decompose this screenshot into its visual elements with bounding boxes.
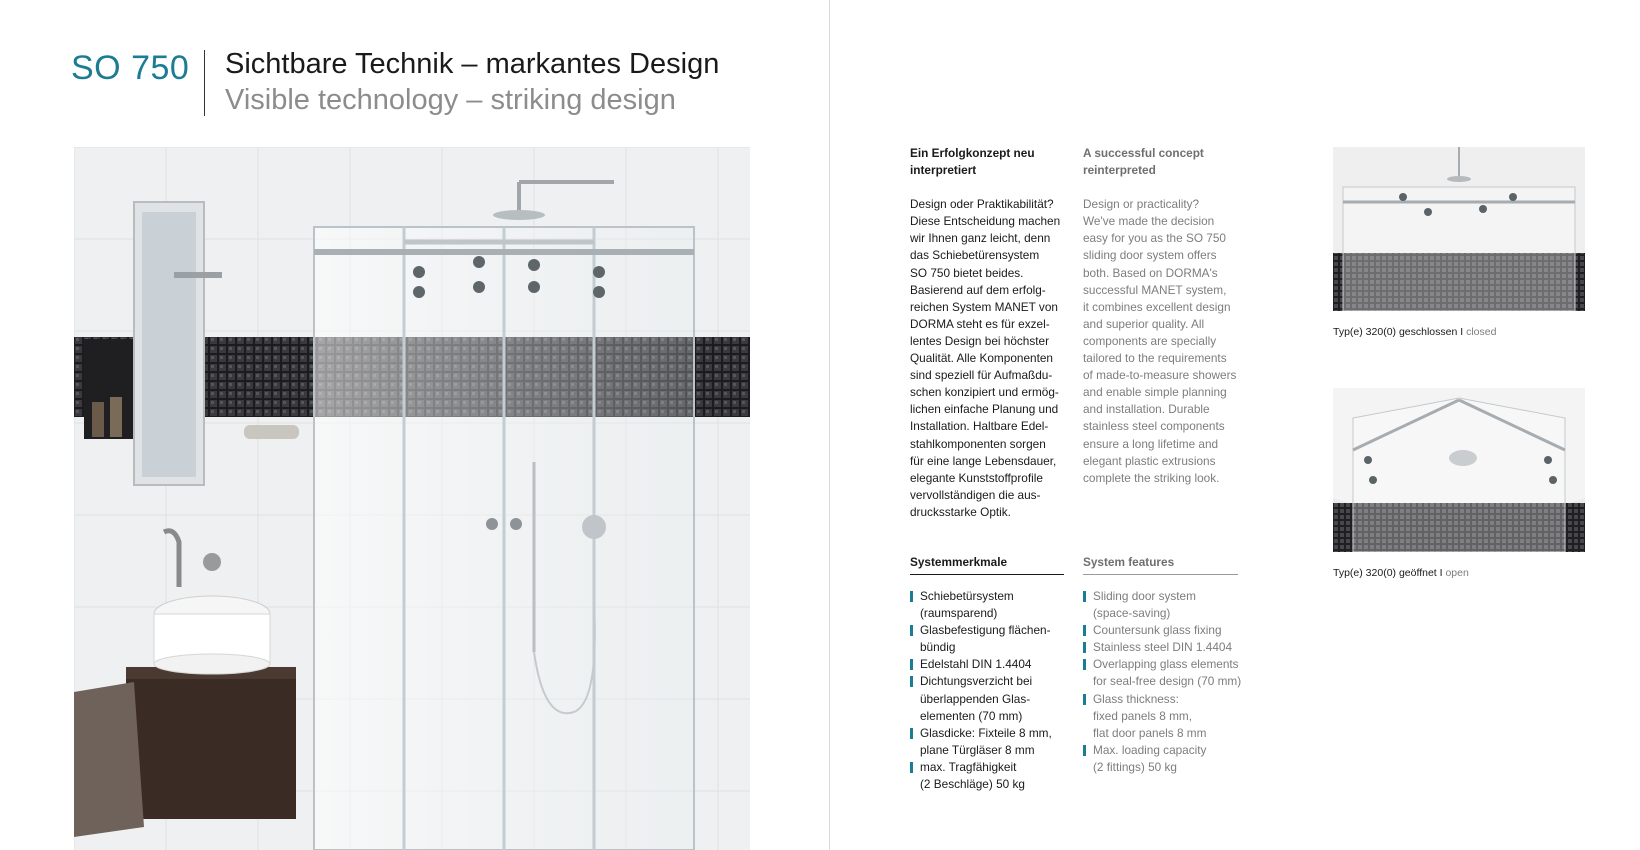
bullet-marker (1083, 745, 1086, 756)
concept-heading-german: Ein Erfolgkonzept neu interpretiert (910, 146, 1035, 178)
bullet-marker (1083, 625, 1086, 636)
shower-photo (74, 147, 750, 850)
features-list-german (910, 588, 1070, 793)
thumbnail-open-caption: Typ(e) 320(0) geöffnet I open (1333, 567, 1469, 579)
concept-body-german: Design oder Praktikabilität? Diese Entscheidung machen wir Ihnen ganz leicht, denn das Schiebetürensystem SO 750 bietet beides. Basierend auf dem erfolg- reichen System MANET von DORMA steht es für exzel- lentes Design bei höchster Qualität. Alle Komponenten sind speziell für Aufmaßdu- schen konzipiert und ermög- lichen einfache Planung und Installation. Haltbare Edel- stahlkomponenten sorgen für eine lange Lebensdauer, elegante Kunststoffprofile vervollständigen die aus- drucksstarke Optik. (910, 197, 1061, 519)
bullet-marker (1083, 642, 1086, 653)
features-heading-english: System features (1083, 555, 1238, 575)
bullet-marker (910, 728, 913, 739)
list-item: Stainless steel DIN 1.4404 (1083, 639, 1253, 656)
list-item: Edelstahl DIN 1.4404 (910, 656, 1070, 673)
features-heading-german: Systemmerkmale (910, 555, 1064, 575)
features-list-english (1083, 588, 1253, 776)
bullet-marker (1083, 591, 1086, 602)
model-name: SO 750 (71, 49, 190, 87)
page-gutter (829, 0, 830, 850)
list-item: Sliding door system (space-saving) (1083, 588, 1253, 622)
concept-heading-english: A successful concept reinterpreted (1083, 146, 1204, 178)
bullet-marker (910, 591, 913, 602)
thumbnail-closed (1333, 147, 1585, 311)
list-item: Max. loading capacity (2 fittings) 50 kg (1083, 742, 1253, 776)
header-divider (204, 50, 205, 116)
bullet-marker (1083, 694, 1086, 705)
bullet-marker (910, 676, 913, 687)
title-english: Visible technology – striking design (225, 84, 676, 116)
bullet-marker (1083, 659, 1086, 670)
list-item: Glasdicke: Fixteile 8 mm, plane Türgläser 8 mm (910, 725, 1070, 759)
list-item: Overlapping glass elements for seal-free design (70 mm) (1083, 656, 1253, 690)
title-german: Sichtbare Technik – markantes Design (225, 48, 720, 80)
thumbnail-open (1333, 388, 1585, 552)
bullet-marker (910, 659, 913, 670)
concept-column-german (910, 145, 1072, 521)
bullet-marker (910, 625, 913, 636)
list-item: max. Tragfähigkeit (2 Beschläge) 50 kg (910, 759, 1070, 793)
list-item: Schiebetürsystem (raumsparend) (910, 588, 1070, 622)
list-item: Dichtungsverzicht bei überlappenden Glas- elementen (70 mm) (910, 673, 1070, 724)
bullet-marker (910, 762, 913, 773)
concept-body-english: Design or practicality? We've made the decision easy for you as the SO 750 sliding door system offers both. Based on DORMA's successful MANET system, it combines excellent design and superior quality. All components are specially tailored to the requirements of made-to-measure showers and enable simple planning and installation. Durable stainless steel components ensure a long lifetime and elegant plastic extrusions complete the striking look. (1083, 197, 1237, 485)
list-item: Countersunk glass fixing (1083, 622, 1253, 639)
concept-column-english (1083, 145, 1248, 487)
list-item: Glass thickness: fixed panels 8 mm, flat door panels 8 mm (1083, 691, 1253, 742)
list-item: Glasbefestigung flächen- bündig (910, 622, 1070, 656)
thumbnail-closed-caption: Typ(e) 320(0) geschlossen I closed (1333, 326, 1497, 338)
